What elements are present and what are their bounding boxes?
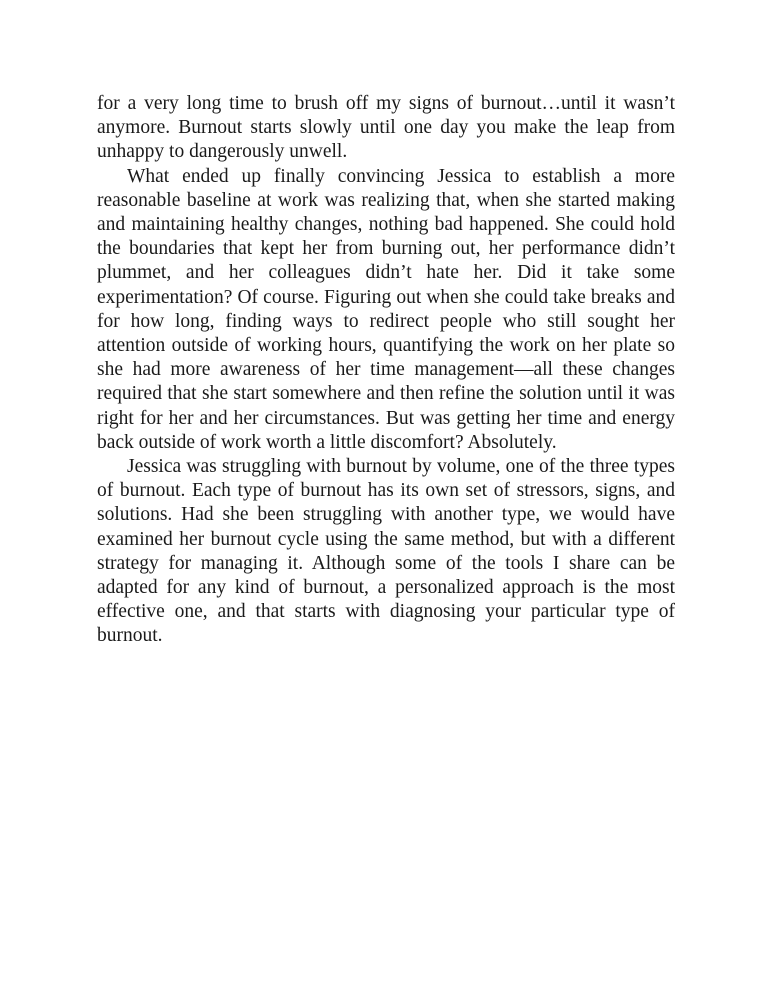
paragraph-1: for a very long time to brush off my signs of burnout…until it wasn’t anymore. Burnout starts slowly until one day you make the leap from unhappy to dangerously unwell. [97,93,675,163]
paragraph-2: What ended up finally convincing Jessica to establish a more reasonable baseline at work was realizing that, when she started making and maintaining healthy changes, nothing bad happened. She could hold the boundaries that kept her from burning out, her performance didn’t plummet, and her colleagues didn’t hate her. Did it take some experimentation? Of course. Figuring out when she could take breaks and for how long, finding ways to redirect people who still sought her attention outside of working hours, quantifying the work on her plate so she had more awareness of her time management—all these changes required that she start somewhere and then refine the solution until it was right for her and her circumstances. But was getting her time and energy back outside of work worth a little discomfort? Absolutely. [97,165,675,453]
paragraph-3: Jessica was struggling with burnout by volume, one of the three types of burnout. Each type of burnout has its own set of stressors, signs, and solutions. Had she been struggling with another type, we would have examined her burnout cycle using the same method, but with a different strategy for managing it. Although some of the tools I share can be adapted for any kind of burnout, a personalized approach is the most effective one, and that starts with diagnosing your particular type of burnout. [97,456,675,647]
document-page [97,92,675,649]
